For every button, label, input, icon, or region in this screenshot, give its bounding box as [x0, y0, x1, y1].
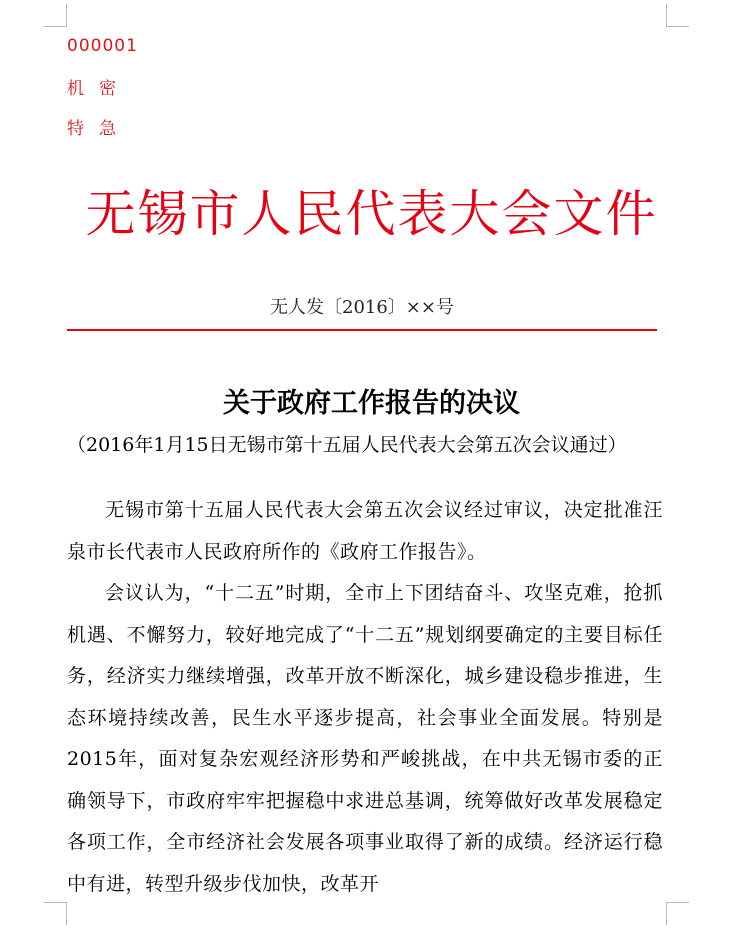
red-separator-line: [67, 329, 657, 331]
page-corner-mark: [666, 902, 689, 925]
resolution-heading: 关于政府工作报告的决议: [223, 388, 520, 419]
resolution-subtitle: （2016年1月15日无锡市第十五届人民代表大会第五次会议通过）: [67, 434, 627, 456]
document-title: 无锡市人民代表大会文件: [85, 185, 658, 243]
document-number: 无人发〔2016〕××号: [270, 297, 454, 318]
urgency-level: 特急: [67, 119, 131, 139]
resolution-body: [67, 490, 663, 905]
page-corner-mark: [666, 4, 689, 27]
page-corner-mark: [44, 902, 67, 925]
page-corner-mark: [44, 4, 67, 27]
secrecy-level: 机密: [67, 79, 131, 99]
body-paragraph: 会议认为，“十二五”时期，全市上下团结奋斗、攻坚克难，抢抓机遇、不懈努力，较好地完成了“十二五”规划纲要确定的主要目标任务，经济实力继续增强，改革开放不断深化，城乡建设稳步推进，生态环境持续改善，民生水平逐步提高，社会事业全面发展。特别是2015年，面对复杂宏观经济形势和严峻挑战，在中共无锡市委的正确领导下，市政府牢牢把握稳中求进总基调，统筹做好改革发展稳定各项工作，全市经济社会发展各项事业取得了新的成绩。经济运行稳中有进，转型升级步伐加快，改革开: [67, 582, 663, 895]
body-paragraph: 无锡市第十五届人民代表大会第五次会议经过审议，决定批准汪泉市长代表市人民政府所作的《政府工作报告》。: [67, 499, 663, 563]
serial-number: 000001: [67, 36, 138, 56]
